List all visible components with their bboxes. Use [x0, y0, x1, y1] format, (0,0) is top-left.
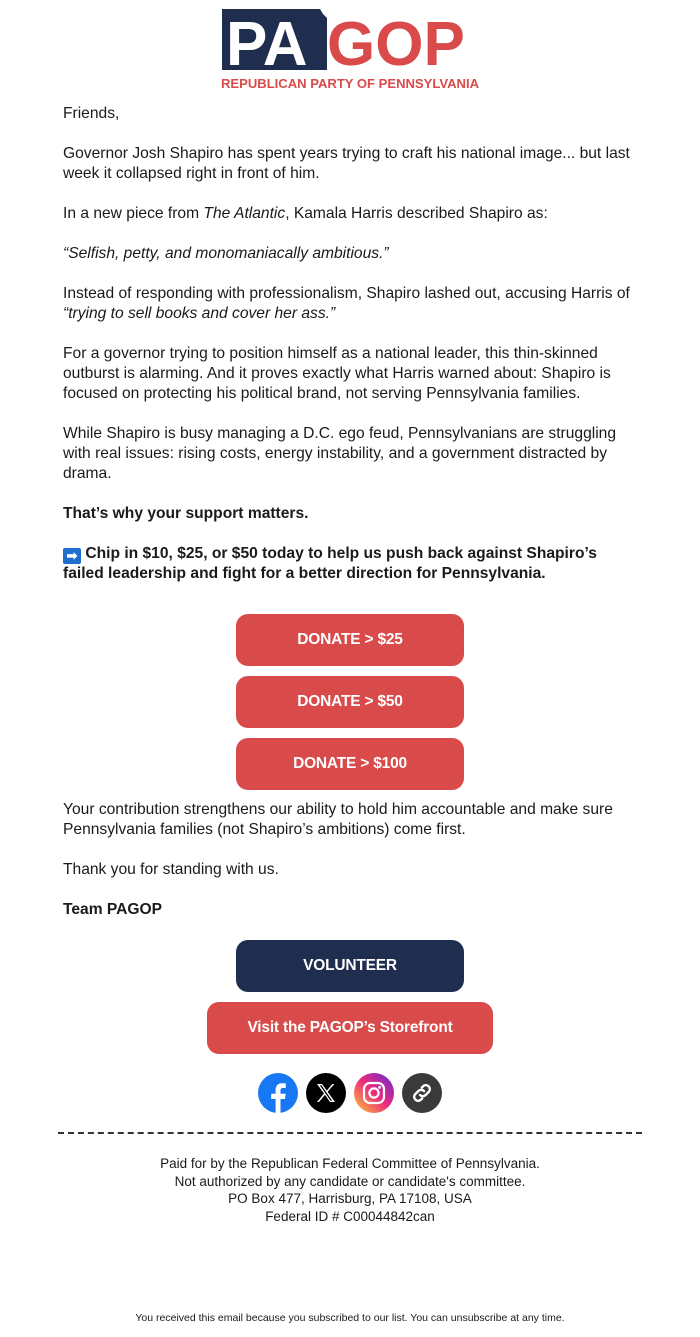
- paragraph-2: [63, 204, 638, 224]
- footer-address: PO Box 477, Harrisburg, PA 17108, USA: [228, 1191, 472, 1206]
- support-line: That’s why your support matters.: [63, 505, 309, 522]
- publication-name: The Atlantic: [203, 205, 286, 222]
- x-glyph: [315, 1082, 337, 1104]
- shapiro-quote: “trying to sell books and cover her ass.”: [63, 305, 336, 322]
- signature: Team PAGOP: [63, 901, 163, 918]
- storefront-button[interactable]: Visit the PAGOP’s Storefront: [207, 1002, 493, 1054]
- closing-text: [63, 800, 638, 940]
- paragraph-2-prefix: In a new piece from: [63, 205, 204, 222]
- unsubscribe-notice: You received this email because you subscribed to our list. You can unsubscribe at any time.: [135, 1312, 565, 1324]
- footer-federal-id: Federal ID # C00044842can: [265, 1208, 435, 1224]
- greeting: Friends,: [63, 105, 120, 122]
- paragraph-6: Your contribution strengthens our ability to hold him accountable and make sure Pennsylvania families (not Shapiro’s ambitions) come first.: [63, 801, 613, 838]
- email-body: [63, 104, 638, 544]
- thanks-line: Thank you for standing with us.: [63, 861, 279, 878]
- paragraph-3: [63, 284, 638, 324]
- x-icon[interactable]: [306, 1073, 346, 1113]
- volunteer-button[interactable]: VOLUNTEER: [236, 940, 464, 992]
- paragraph-1: Governor Josh Shapiro has spent years trying to craft his national image... but last week it collapsed right in front of him.: [63, 145, 630, 182]
- footer-paid-for: Paid for by the Republican Federal Committee of Pennsylvania.: [160, 1156, 540, 1171]
- link-icon[interactable]: [402, 1073, 442, 1113]
- donate-50-button[interactable]: DONATE > $50: [236, 676, 464, 728]
- logo-tagline: REPUBLICAN PARTY OF PENNSYLVANIA: [221, 76, 480, 91]
- arrow-right-icon: ➡: [63, 548, 81, 564]
- cta-text-body: Chip in $10, $25, or $50 today to help us push back against Shapiro’s failed leadership and fight for a better direction for Pennsylvania.: [63, 545, 597, 582]
- logo-gop-text: GOP: [327, 10, 465, 79]
- paragraph-2-suffix: , Kamala Harris described Shapiro as:: [285, 205, 548, 222]
- cta-text: [63, 544, 638, 584]
- donate-25-button[interactable]: DONATE > $25: [236, 614, 464, 666]
- logo-pa-text: PA: [226, 10, 308, 79]
- footer-not-authorized: Not authorized by any candidate or candidate's committee.: [174, 1173, 526, 1189]
- harris-quote-text: “Selfish, petty, and monomaniacally ambitious.”: [63, 245, 389, 262]
- facebook-glyph: [258, 1073, 298, 1113]
- pagop-logo: [220, 4, 482, 92]
- footer-disclaimer: [0, 1155, 700, 1225]
- paragraph-4: For a governor trying to position himself as a national leader, this thin-skinned outburst is alarming. And it proves exactly what Harris warned about: Shapiro is focused on protecting his political brand, not serving Pennsylvania families.: [63, 345, 611, 402]
- donate-100-button[interactable]: DONATE > $100: [236, 738, 464, 790]
- instagram-glyph: [362, 1081, 386, 1105]
- link-glyph: [410, 1081, 434, 1105]
- facebook-icon[interactable]: [258, 1073, 298, 1113]
- paragraph-5: While Shapiro is busy managing a D.C. ego feud, Pennsylvanians are struggling with real issues: rising costs, energy instability, and a government distracted by drama.: [63, 425, 617, 482]
- paragraph-3-prefix: Instead of responding with professionalism, Shapiro lashed out, accusing Harris of: [63, 285, 630, 302]
- pagop-logo-graphic: [220, 4, 482, 92]
- instagram-icon[interactable]: [354, 1073, 394, 1113]
- harris-quote: [63, 244, 638, 264]
- footer-divider: [58, 1132, 642, 1134]
